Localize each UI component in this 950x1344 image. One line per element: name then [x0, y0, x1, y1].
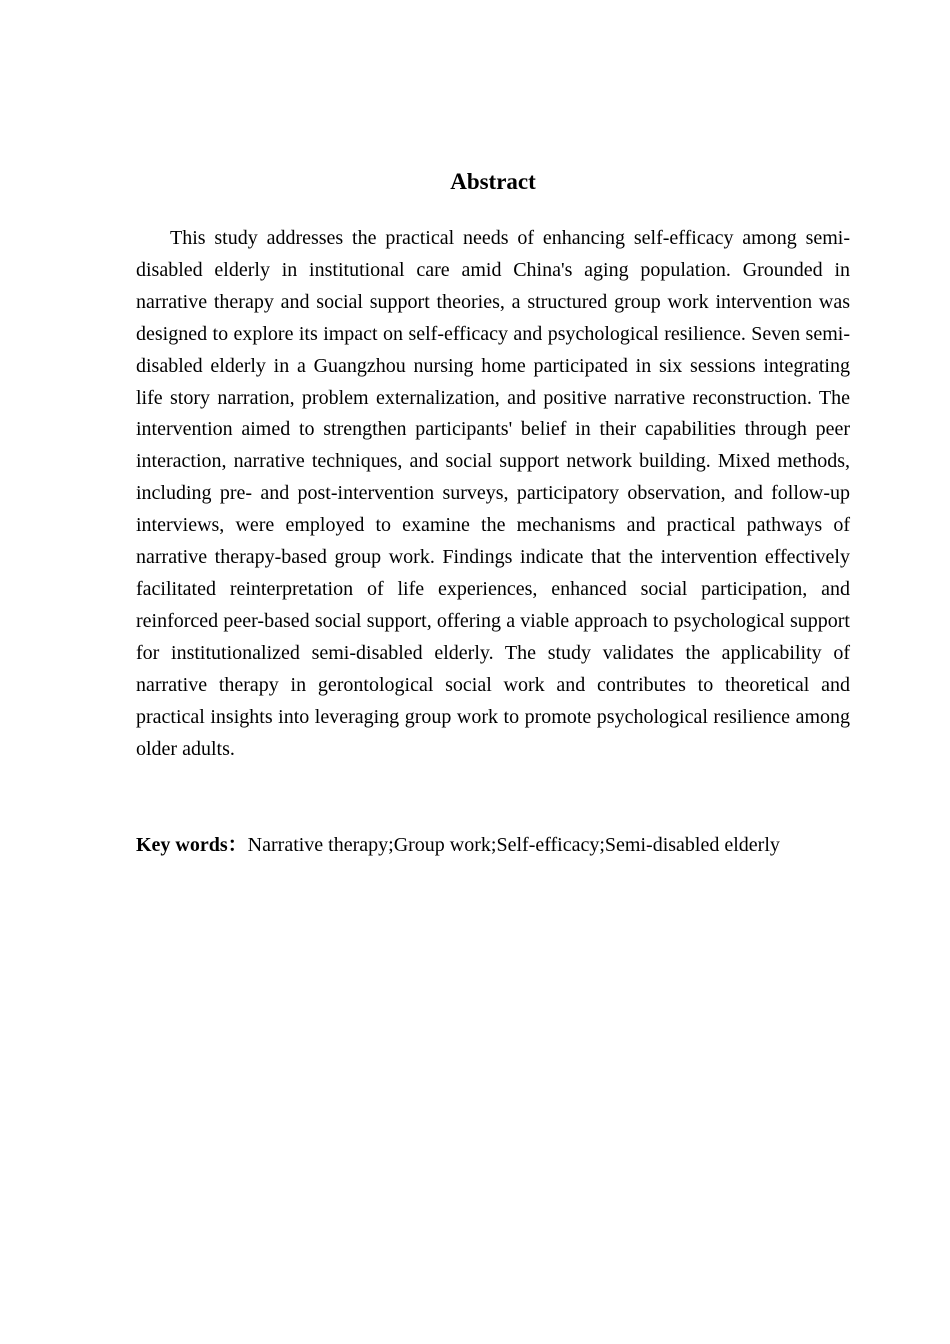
abstract-title: Abstract — [450, 169, 536, 194]
keywords-label: Key words： — [136, 834, 248, 856]
keywords-value: Narrative therapy;Group work;Self-efficacy;Semi-disabled elderly — [247, 834, 780, 856]
abstract-body: This study addresses the practical needs of enhancing self-efficacy among semi-disabled elderly in institutional care amid China's aging population. Grounded in narrative therapy and social support theories, a structured group work intervention was designed to explore its impact on self-efficacy and psychological resilience. Seven semi-disabled elderly in a Guangzhou nursing home participated in six sessions integrating life story narration, problem externalization, and positive narrative reconstruction. The intervention aimed to strengthen participants' belief in their capabilities through peer interaction, narrative techniques, and social support network building. Mixed methods, including pre- and post-intervention surveys, participatory observation, and follow-up interviews, were employed to examine the mechanisms and practical pathways of narrative therapy-based group work. Findings indicate that the intervention effectively facilitated reinterpretation of life experiences, enhanced social participation, and reinforced peer-based social support, offering a viable approach to psychological support for institutionalized semi-disabled elderly. The study validates the applicability of narrative therapy in gerontological social work and contributes to theoretical and practical insights into leveraging group work to promote psychological resilience among older adults. — [136, 227, 850, 760]
keywords-line — [136, 830, 796, 862]
